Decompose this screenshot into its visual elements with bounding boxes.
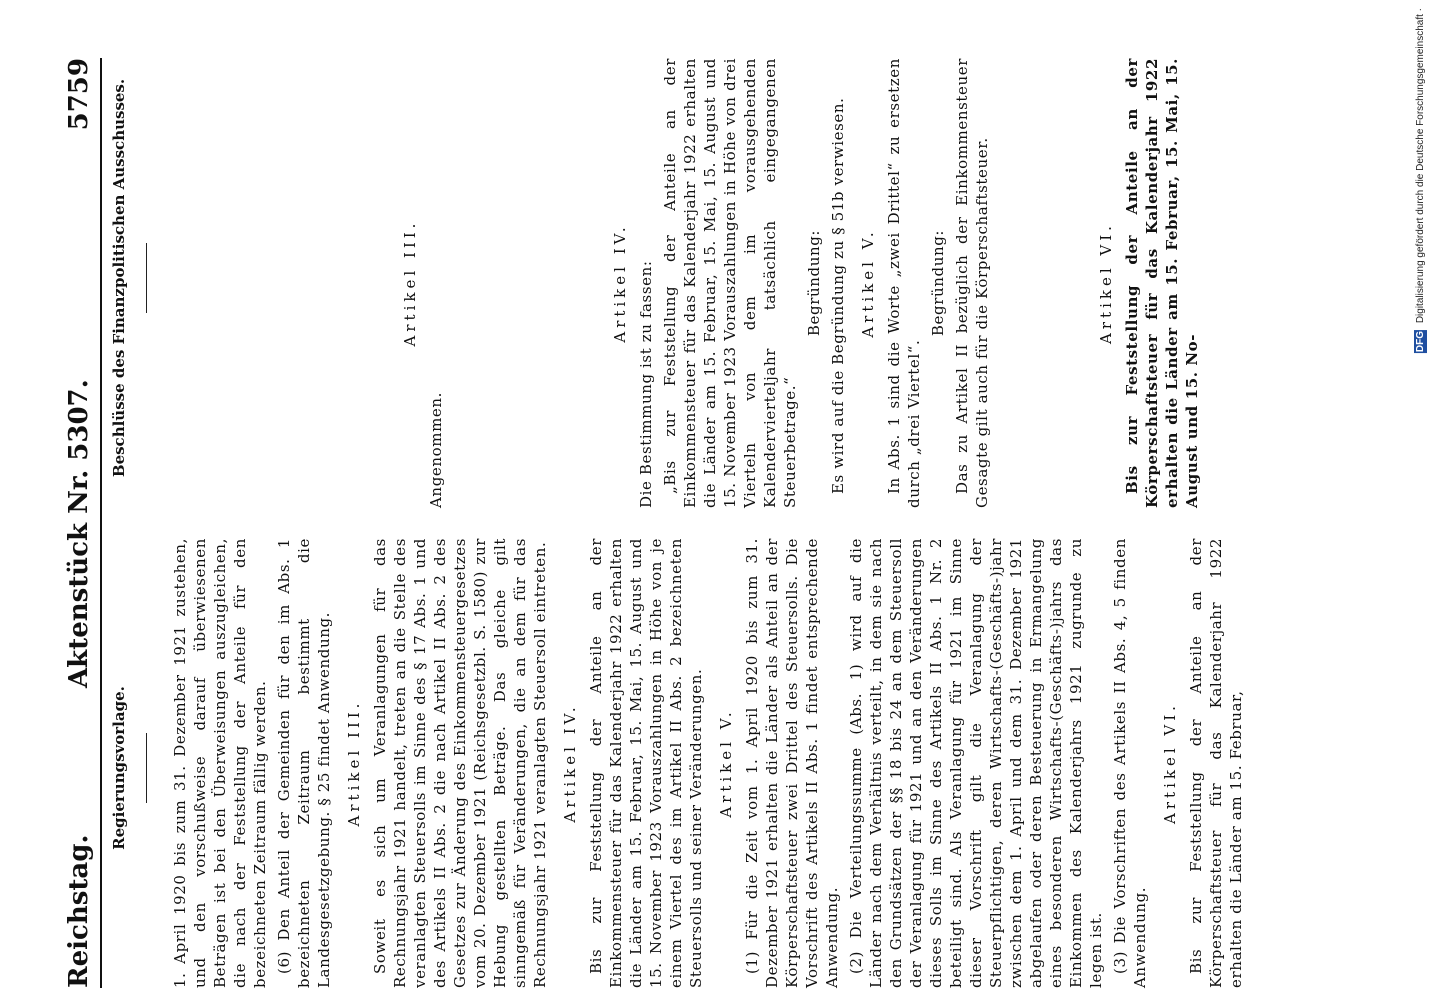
- article-title: Artikel V.: [717, 708, 735, 818]
- paragraph: Bis zur Feststellung der Anteile an der Einkommensteuer für das Kalenderjahr 1922 erhalten die Länder am 15. Februar, 15. Mai, 15. August und 15. November 1923 Vorauszahlungen in Höhe von je einem Viertel des im Artikel II Abs. 2 bezeichneten Steuersolls und seiner Veränderungen.: [587, 538, 705, 988]
- right-column-heading: Beschlüsse des Finanzpolitischen Ausschusses.: [110, 58, 147, 498]
- paragraph: Das zu Artikel II bezüglich der Einkommensteuer Gesagte gilt auch für die Körperschaftsteuer.: [953, 58, 991, 508]
- paragraph: Angenommen.: [427, 391, 445, 508]
- reason-title: Begründung:: [805, 229, 823, 337]
- header-aktenstueck: Aktenstück Nr. 5307.: [64, 379, 94, 688]
- article-title: Artikel VI.: [1161, 702, 1179, 824]
- header-reichstag: Reichstag.: [64, 834, 94, 988]
- reason-title: Begründung:: [929, 229, 947, 337]
- paragraph: In Abs. 1 sind die Worte „zwei Drittel“ zu ersetzen durch „drei Viertel“.: [885, 58, 923, 508]
- regierungsvorlage-column: [170, 538, 1250, 988]
- page-number: 5759: [64, 58, 94, 131]
- paragraph: „Bis zur Feststellung der Anteile an der Einkommensteuer für das Kalenderjahr 1922 erhalten die Länder am 15. Februar, 15. Mai, 15. August und 15. November 1923 Vorauszahlungen in Höhe von drei Vierteln von dem im vorausgehenden Kalendervierteljahr tatsächlich eingegangenen Steuerbetrage.“: [661, 58, 799, 508]
- page-header: [60, 58, 102, 988]
- paragraph: (2) Die Verteilungssumme (Abs. 1) wird auf die Länder nach dem Verhältnis verteilt, in dem sie nach den Grundsätzen der §§ 18 bis 24 an dem Steuersoll der Veranlagung für 1921 und an den Veränderungen dieses Solls im Sinne des Artikels II Abs. 1 Nr. 2 beteiligt sind. Als Veranlagung für 1921 im Sinne dieser Vorschrift gilt die Veranlagung der Steuerpflichtigen, deren Wirtschafts-(Geschäfts-)jahr zwischen dem 1. April und dem 31. Dezember 1921 abgelaufen oder deren Besteuerung in Ermangelung eines besonderen Wirtschafts-(Geschäfts-)jahrs das Einkommen des Kalenderjahrs 1921 zugrunde zu legen ist.: [847, 538, 1105, 988]
- dfg-logo: DFG: [1415, 330, 1426, 353]
- divider: [146, 243, 147, 313]
- ausschuss-column: [170, 58, 1206, 508]
- divider: [146, 733, 147, 803]
- paragraph: Bis zur Feststellung der Anteile an der Körperschaftsteuer für das Kalenderjahr 1922 erhalten die Länder am 15. Februar,: [1187, 538, 1245, 988]
- rotated-document-page: [60, 58, 1360, 988]
- paragraph: Soweit es sich um Veranlagungen für das Rechnungsjahr 1921 handelt, treten an die Stelle des veranlagten Steuersolls im Sinne des § 17 Abs. 1 und des Artikels II Abs. 2 die nach Artikel II Abs. 2 des Gesetzes zur Änderung des Einkommensteuergesetzes vom 20. Dezember 1921 (Reichsgesetzbl. S. 1580) zur Hebung gestellten Beträge. Das gleiche gilt sinngemäß für Veränderungen, die an dem für das Rechnungsjahr 1921 veranlagten Steuersoll eintreten.: [371, 538, 549, 988]
- paragraph: (3) Die Vorschriften des Artikels II Abs. 4, 5 finden Anwendung.: [1111, 538, 1149, 988]
- paragraph: (6) Den Anteil der Gemeinden für den im Abs. 1 bezeichneten Zeitraum bestimmt die Landesgesetzgebung. § 25 findet Anwendung.: [275, 538, 333, 988]
- paragraph: Die Bestimmung ist zu fassen:: [637, 260, 655, 508]
- paragraph: Es wird auf die Begründung zu § 51b verwiesen.: [829, 97, 847, 494]
- article-title: Artikel VI.: [1097, 222, 1115, 344]
- article-title: Artikel III.: [401, 219, 419, 347]
- paragraph: Bis zur Feststellung der Anteile an der Körperschaftsteuer für das Kalenderjahr 1922 erhalten die Länder am 15. Februar, 15. Mai, 15. August und 15. No-: [1123, 58, 1201, 508]
- article-title: Artikel IV.: [611, 223, 629, 343]
- paragraph: 1. April 1920 bis zum 31. Dezember 1921 zustehen, und den vorschußweise darauf überwiesenen Beträgen ist bei den Überweisungen auszugleichen, die nach der Feststellung der Anteile für den bezeichneten Zeitraum fällig werden.: [171, 538, 269, 988]
- left-column-heading: Regierungsvorlage.: [110, 548, 147, 988]
- article-title: Artikel III.: [345, 699, 363, 827]
- article-title: Artikel IV.: [561, 703, 579, 823]
- paragraph: (1) Für die Zeit vom 1. April 1920 bis zum 31. Dezember 1921 erhalten die Länder als Anteil an der Körperschaftsteuer zwei Drittel des Steuersolls. Die Vorschrift des Artikels II Abs. 1 findet entsprechende Anwendung.: [743, 538, 841, 988]
- digitization-credit: [1414, 8, 1427, 353]
- digitization-text: Digitalisierung gefördert durch die Deutsche Forschungsgemeinschaft ·: [1415, 8, 1426, 324]
- article-title: Artikel V.: [859, 228, 877, 338]
